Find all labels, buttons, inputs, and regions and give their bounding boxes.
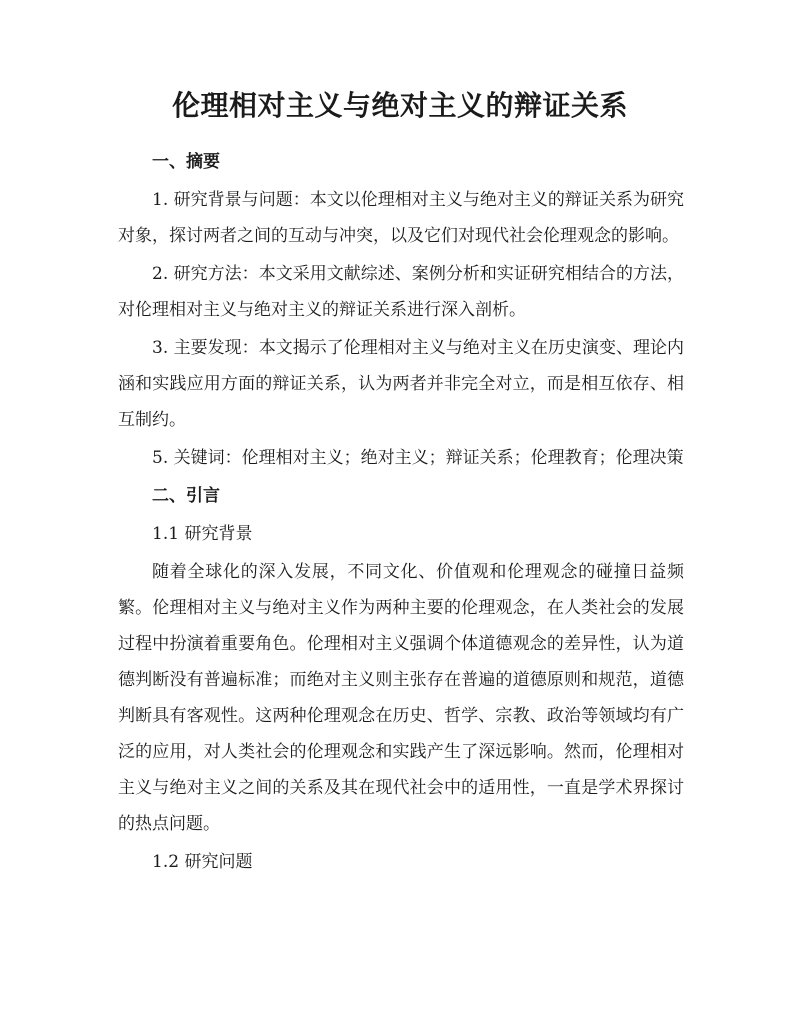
document-body <box>118 144 684 882</box>
abstract-item-keywords: 5. 关键词：伦理相对主义；绝对主义；辩证关系；伦理教育；伦理决策 <box>152 448 684 468</box>
abstract-item-method: 2. 研究方法：本文采用文献综述、案例分析和实证研究相结合的方法，对伦理相对主义与绝对主义的辩证关系进行深入剖析。 <box>118 264 684 320</box>
section-heading-introduction: 二、引言 <box>152 486 220 506</box>
abstract-item-background: 1. 研究背景与问题：本文以伦理相对主义与绝对主义的辩证关系为研究对象，探讨两者之间的互动与冲突，以及它们对现代社会伦理观念的影响。 <box>118 190 684 246</box>
document-title: 伦理相对主义与绝对主义的辩证关系 <box>171 89 628 122</box>
subsection-heading-background: 1.1 研究背景 <box>152 524 253 544</box>
introduction-paragraph: 随着全球化的深入发展，不同文化、价值观和伦理观念的碰撞日益频繁。伦理相对主义与绝对主义作为两种主要的伦理观念，在人类社会的发展过程中扮演着重要角色。伦理相对主义强调个体道德观念的差异性，认为道德判断没有普遍标准；而绝对主义则主张存在普遍的道德原则和规范，道德判断具有客观性。这两种伦理观念在历史、哲学、宗教、政治等领域均有广泛的应用，对人类社会的伦理观念和实践产生了深远影响。然而，伦理相对主义与绝对主义之间的关系及其在现代社会中的适用性，一直是学术界探讨的热点问题。 <box>118 562 684 834</box>
section-heading-abstract: 一、摘要 <box>152 152 220 172</box>
subsection-heading-research-question: 1.2 研究问题 <box>152 852 253 872</box>
abstract-item-findings: 3. 主要发现：本文揭示了伦理相对主义与绝对主义在历史演变、理论内涵和实践应用方面的辩证关系，认为两者并非完全对立，而是相互依存、相互制约。 <box>118 338 684 430</box>
